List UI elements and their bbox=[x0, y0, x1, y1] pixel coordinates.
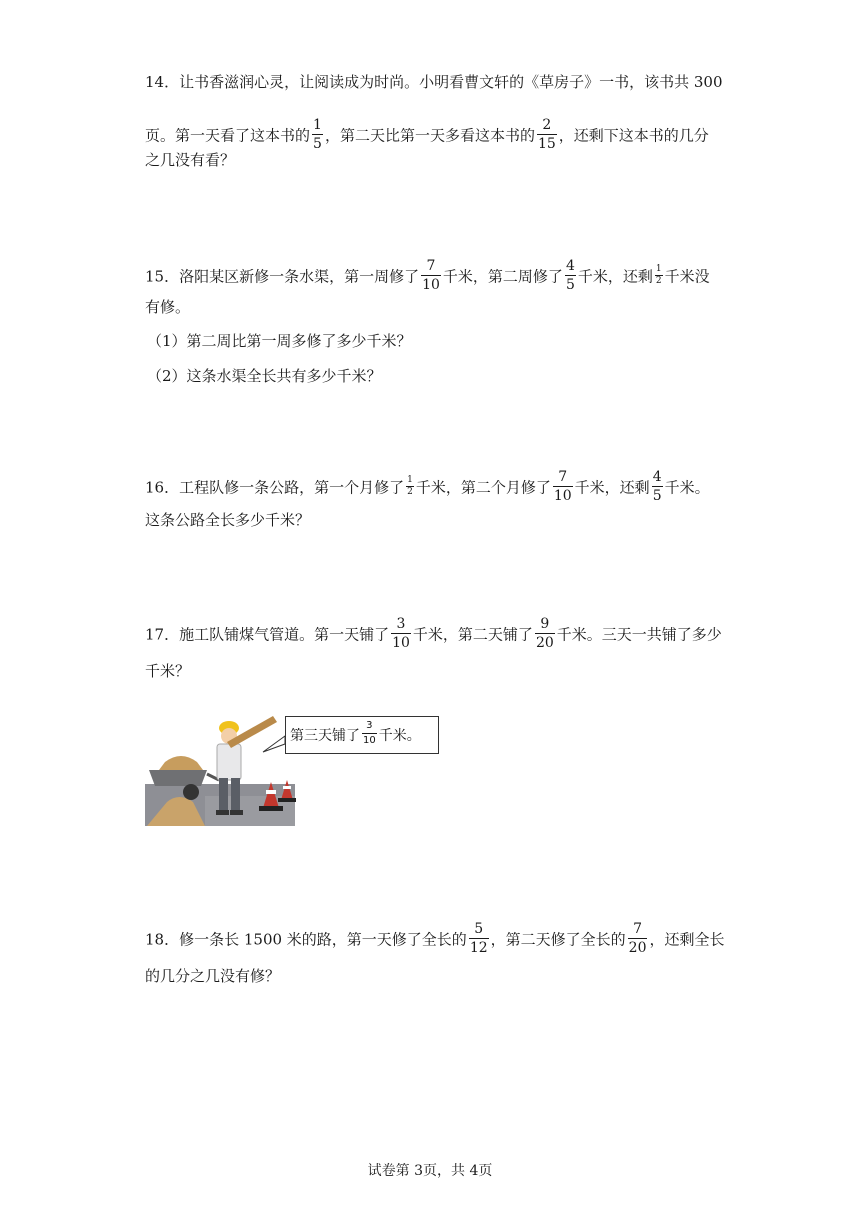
q17-line2 bbox=[145, 661, 190, 681]
q15-fraction-1-denominator: 10 bbox=[422, 277, 440, 293]
bubble-fraction-denominator: 10 bbox=[363, 734, 376, 746]
q14-line1 bbox=[145, 72, 723, 92]
wheelbarrow-tray bbox=[149, 770, 207, 786]
q14-text-1: 14．让书香滋润心灵，让阅读成为时尚。小明看曹文轩的《草房子》一书，该书共 300 bbox=[145, 73, 723, 91]
wheelbarrow-sand bbox=[159, 756, 203, 770]
q16-fraction-2-denominator: 10 bbox=[553, 488, 572, 504]
q16-fraction-2 bbox=[553, 470, 573, 503]
q17-text-1a: 17．施工队铺煤气管道。第一天铺了 bbox=[145, 625, 390, 644]
q15-fraction-3-denominator: 2 bbox=[655, 276, 662, 286]
q18-fraction-2 bbox=[628, 922, 648, 955]
q18-fraction-2-denominator: 20 bbox=[628, 940, 647, 956]
q16-fraction-3-numerator: 4 bbox=[652, 469, 662, 485]
q17-illustration bbox=[145, 712, 445, 828]
q14-text-2c: ，还剩下这本书的几分 bbox=[558, 126, 709, 145]
cone-base bbox=[259, 806, 283, 811]
q14-fraction-2-denominator: 15 bbox=[537, 136, 556, 152]
q16-fraction-3 bbox=[652, 470, 663, 503]
bubble-text-a: 第三天铺了 bbox=[290, 728, 360, 744]
fraction-bar bbox=[553, 486, 573, 487]
fraction-bar bbox=[391, 633, 411, 634]
worker-shirt bbox=[217, 744, 241, 780]
q16-fraction-3-denominator: 5 bbox=[652, 488, 662, 504]
q15-text-1b: 千米，第二周修了 bbox=[442, 267, 563, 286]
q16-line2 bbox=[145, 510, 310, 530]
q18-text-1a: 18．修一条长 1500 米的路，第一天修了全长的 bbox=[145, 930, 467, 949]
fraction-bar bbox=[535, 633, 555, 634]
q17-text-1b: 千米，第二天铺了 bbox=[412, 625, 533, 644]
q17-fraction-1 bbox=[391, 617, 411, 650]
q15-sub1 bbox=[147, 331, 412, 351]
q17-fraction-2-numerator: 9 bbox=[540, 616, 550, 632]
worker-shoe-left bbox=[216, 810, 229, 815]
q14-text-3: 之几没有看？ bbox=[145, 151, 236, 169]
q16-fraction-1 bbox=[406, 476, 414, 497]
q15-fraction-1-numerator: 7 bbox=[426, 258, 436, 274]
q15-sub2-text: （2）这条水渠全长共有多少千米？ bbox=[147, 367, 382, 385]
fraction-bar bbox=[469, 938, 489, 939]
q17-text-2: 千米？ bbox=[145, 662, 191, 680]
page-footer: 试卷第 3页，共 4页 bbox=[367, 1163, 493, 1179]
q15-fraction-1 bbox=[421, 259, 441, 292]
q14-fraction-1-numerator: 1 bbox=[313, 117, 322, 133]
q16-text-1b: 千米，第二个月修了 bbox=[415, 478, 551, 497]
q15-sub1-text: （1）第二周比第一周多修了多少千米？ bbox=[147, 332, 412, 350]
q18-fraction-1 bbox=[469, 922, 489, 955]
q17-fraction-1-numerator: 3 bbox=[396, 616, 406, 632]
q14-line2 bbox=[145, 117, 709, 153]
q15-text-1d: 千米没 bbox=[664, 267, 710, 286]
q16-fraction-2-numerator: 7 bbox=[558, 469, 568, 485]
q15-text-1a: 15．洛阳某区新修一条水渠，第一周修了 bbox=[145, 267, 420, 286]
q15-line2 bbox=[145, 297, 190, 317]
q14-fraction-1 bbox=[312, 118, 323, 151]
q17-fraction-2 bbox=[535, 617, 555, 650]
fraction-bar bbox=[421, 275, 441, 276]
fraction-bar bbox=[628, 938, 648, 939]
q18-line2 bbox=[145, 966, 280, 986]
cone-base bbox=[278, 798, 296, 802]
q15-text-1c: 千米，还剩 bbox=[577, 267, 653, 286]
q17-fraction-1-denominator: 10 bbox=[392, 635, 410, 651]
q18-text-2: 的几分之几没有修？ bbox=[145, 967, 281, 985]
wheelbarrow-wheel bbox=[183, 784, 199, 800]
worker-shoe-right bbox=[230, 810, 243, 815]
q15-sub2 bbox=[147, 366, 382, 386]
q18-line1 bbox=[145, 921, 725, 957]
bubble-text-b: 千米。 bbox=[378, 728, 421, 744]
fraction-bar bbox=[537, 134, 557, 135]
q14-fraction-2-numerator: 2 bbox=[542, 117, 552, 133]
q16-text-1a: 16．工程队修一条公路，第一个月修了 bbox=[145, 478, 405, 497]
fraction-bar bbox=[652, 486, 663, 487]
q15-fraction-3-numerator: 1 bbox=[655, 264, 662, 274]
bubble-fraction bbox=[362, 721, 377, 746]
q18-fraction-2-numerator: 7 bbox=[633, 921, 643, 937]
q15-fraction-2-denominator: 5 bbox=[565, 277, 575, 293]
q14-text-2b: ，第二天比第一天多看这本书的 bbox=[324, 126, 535, 145]
q18-fraction-1-numerator: 5 bbox=[474, 921, 484, 937]
speech-bubble-tail bbox=[263, 736, 285, 752]
q16-line1 bbox=[145, 469, 710, 505]
q16-text-2: 这条公路全长多少千米？ bbox=[145, 511, 311, 529]
fraction-bar bbox=[362, 733, 377, 734]
q16-text-1d: 千米。 bbox=[664, 478, 710, 497]
q18-fraction-1-denominator: 12 bbox=[469, 940, 488, 956]
fraction-bar bbox=[565, 275, 576, 276]
speech-bubble bbox=[285, 716, 439, 754]
q16-fraction-1-denominator: 2 bbox=[407, 487, 413, 497]
worker-leg-right bbox=[231, 778, 240, 812]
q16-fraction-1-numerator: 1 bbox=[407, 475, 413, 485]
q14-line3 bbox=[145, 150, 235, 170]
q18-text-1b: ，第二天修了全长的 bbox=[490, 930, 626, 949]
q15-fraction-2 bbox=[565, 259, 576, 292]
q16-text-1c: 千米，还剩 bbox=[574, 478, 650, 497]
bubble-fraction-numerator: 3 bbox=[366, 719, 373, 731]
q15-text-2: 有修。 bbox=[145, 298, 191, 316]
q14-fraction-2 bbox=[537, 118, 557, 151]
q14-text-2a: 页。第一天看了这本书的 bbox=[145, 126, 311, 145]
q15-line1 bbox=[145, 258, 710, 294]
q18-text-1c: ，还剩全长 bbox=[649, 930, 725, 949]
q17-fraction-2-denominator: 20 bbox=[535, 635, 554, 651]
q17-line1 bbox=[145, 616, 722, 652]
q15-fraction-3 bbox=[655, 265, 663, 286]
q15-fraction-2-numerator: 4 bbox=[565, 258, 575, 274]
cone-stripe bbox=[266, 790, 276, 794]
q17-text-1c: 千米。三天一共铺了多少 bbox=[556, 625, 722, 644]
cone-stripe bbox=[283, 786, 291, 789]
fraction-bar bbox=[312, 134, 323, 135]
worker-leg-left bbox=[219, 778, 228, 812]
q14-fraction-1-denominator: 5 bbox=[313, 136, 322, 152]
